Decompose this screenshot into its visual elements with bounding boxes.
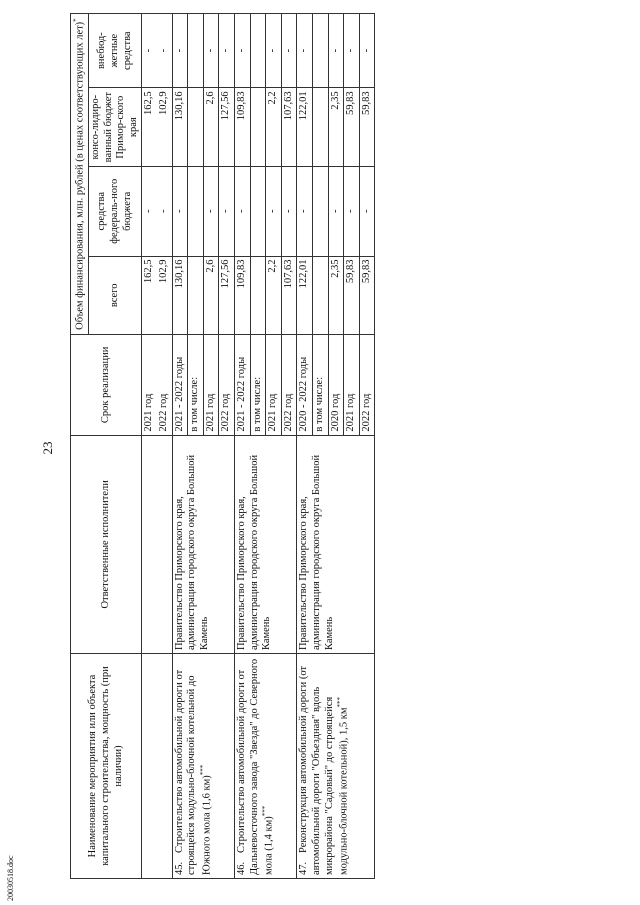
regional-cell: 59,83 (344, 88, 360, 167)
regional-cell: 109,83 (235, 88, 251, 167)
regional-cell (313, 88, 329, 167)
footnote-mark: *** (336, 697, 345, 708)
extra-cell: - (328, 14, 344, 88)
federal-cell (313, 166, 329, 256)
table-row (235, 14, 251, 879)
period-cell: в том числе: (250, 335, 266, 435)
header-name: Наименование мероприятия или объекта капитального строительства, мощность (при наличии) (71, 654, 142, 879)
period-cell: 2021 год (344, 335, 360, 435)
document-code: 20030518.doc (6, 855, 15, 901)
regional-cell: 107,63 (281, 88, 297, 167)
funding-table (70, 13, 375, 879)
total-cell: 59,83 (344, 256, 360, 335)
total-cell (250, 256, 266, 335)
period-cell: 2022 год (219, 335, 235, 435)
period-cell: 2021 - 2022 годы (235, 335, 251, 435)
project-name: Строительство автомобильной дороги от Дальневосточного завода "Звезда" до Северного мола (1,4 км) (236, 658, 275, 875)
period-cell: 2022 год (281, 335, 297, 435)
federal-cell (250, 166, 266, 256)
name-cell (142, 654, 172, 879)
name-cell (172, 654, 234, 879)
extra-cell (250, 14, 266, 88)
federal-cell: - (142, 166, 157, 256)
regional-cell: 127,56 (219, 88, 235, 167)
total-cell: 2,6 (203, 256, 219, 335)
table-body (142, 14, 375, 879)
header-period: Срок реализации (71, 335, 142, 435)
period-cell: 2021 год (266, 335, 282, 435)
period-cell: 2022 год (157, 335, 172, 435)
extra-cell: - (142, 14, 157, 88)
total-cell: 127,56 (219, 256, 235, 335)
project-name: Реконструкция автомобильной дороги (от автомобильной дороги "Объездная" вдоль микрорайона "Садовый" до строящейся модульно-блочной котельной), 1,5 км (298, 665, 350, 875)
extra-cell: - (359, 14, 375, 88)
federal-cell: - (203, 166, 219, 256)
project-name: Строительство автомобильной дороги от строящейся модульно-блочной котельной до Южного мола (1,6 км) (173, 669, 213, 875)
regional-cell: 2,35 (328, 88, 344, 167)
regional-cell (250, 88, 266, 167)
extra-cell: - (297, 14, 313, 88)
total-cell (188, 256, 204, 335)
extra-cell: - (266, 14, 282, 88)
federal-cell: - (297, 166, 313, 256)
name-cell (235, 654, 297, 879)
federal-cell: - (359, 166, 375, 256)
total-cell: 2,35 (328, 256, 344, 335)
total-cell: 109,83 (235, 256, 251, 335)
regional-cell: 2,6 (203, 88, 219, 167)
extra-cell: - (203, 14, 219, 88)
period-cell: 2020 - 2022 годы (297, 335, 313, 435)
federal-cell: - (266, 166, 282, 256)
regional-cell: 59,83 (359, 88, 375, 167)
total-cell (313, 256, 329, 335)
period-cell: 2021 год (203, 335, 219, 435)
total-cell: 162,5 (142, 256, 157, 335)
header-executors: Ответственные исполнители (71, 435, 142, 653)
period-cell: в том числе: (313, 335, 329, 435)
executor-cell: Правительство Приморского края, администрация городского округа Большой Камень (235, 435, 297, 653)
extra-cell (188, 14, 204, 88)
period-cell: 2020 год (328, 335, 344, 435)
total-cell: 102,9 (157, 256, 172, 335)
header-total: всего (89, 256, 142, 335)
regional-cell: 102,9 (157, 88, 172, 167)
name-cell (297, 654, 375, 879)
federal-cell: - (172, 166, 188, 256)
extra-cell: - (219, 14, 235, 88)
header-funding-text: Объем финансирования, млн. рублей (в ценах соответствующих лет) (74, 21, 86, 330)
total-cell: 130,16 (172, 256, 188, 335)
footnote-mark: *** (198, 764, 207, 776)
period-cell: 2022 год (359, 335, 375, 435)
row-number: 47. (298, 861, 310, 875)
footnote-mark: *** (261, 805, 270, 817)
extra-cell: - (157, 14, 172, 88)
total-cell: 59,83 (359, 256, 375, 335)
extra-cell (313, 14, 329, 88)
executor-cell (142, 435, 172, 653)
period-cell: 2021 год (142, 335, 157, 435)
row-number: 46. (236, 861, 248, 875)
federal-cell: - (235, 166, 251, 256)
period-cell: 2021 - 2022 годы (172, 335, 188, 435)
table-row (172, 14, 188, 879)
header-extra: внебюд-жетные средства (89, 14, 142, 88)
row-number: 45. (173, 861, 185, 875)
federal-cell: - (157, 166, 172, 256)
extra-cell: - (235, 14, 251, 88)
federal-cell: - (328, 166, 344, 256)
header-funding (71, 14, 89, 335)
federal-cell: - (219, 166, 235, 256)
regional-cell: 162,5 (142, 88, 157, 167)
regional-cell (188, 88, 204, 167)
period-cell: в том числе: (188, 335, 204, 435)
federal-cell: - (344, 166, 360, 256)
page-number: 23 (40, 441, 55, 455)
regional-cell: 122,01 (297, 88, 313, 167)
header-federal: средства федераль-ного бюджета (89, 166, 142, 256)
federal-cell (188, 166, 204, 256)
header-regional: консо-лидиро-ванный бюджет Примор-ского края (89, 88, 142, 167)
federal-cell: - (281, 166, 297, 256)
table-row (297, 14, 313, 879)
header-funding-mark: * (72, 18, 80, 22)
regional-cell: 130,16 (172, 88, 188, 167)
executor-cell: Правительство Приморского края, администрация городского округа Большой Камень (172, 435, 234, 653)
total-cell: 107,63 (281, 256, 297, 335)
extra-cell: - (281, 14, 297, 88)
regional-cell: 2,2 (266, 88, 282, 167)
extra-cell: - (172, 14, 188, 88)
total-cell: 2,2 (266, 256, 282, 335)
executor-cell: Правительство Приморского края, администрация городского округа Большой Камень (297, 435, 375, 653)
table-row (142, 14, 157, 879)
total-cell: 122,01 (297, 256, 313, 335)
extra-cell: - (344, 14, 360, 88)
